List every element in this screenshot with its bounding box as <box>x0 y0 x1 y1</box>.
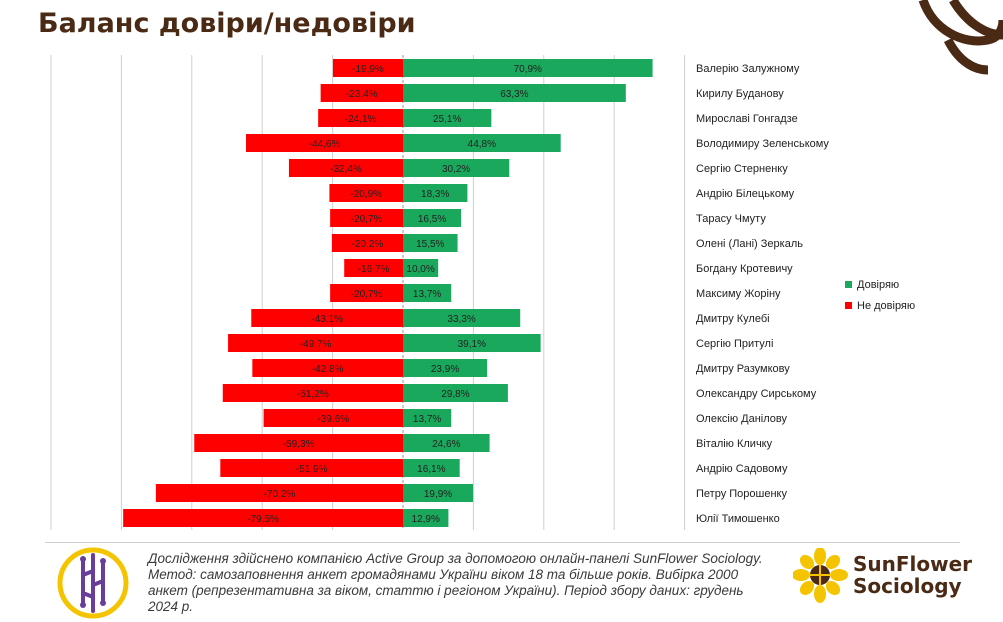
data-label-trust: 13,7% <box>412 414 442 425</box>
legend <box>845 274 915 316</box>
legend-item-distrust <box>845 295 915 316</box>
data-label-trust: 15,5% <box>416 239 445 250</box>
methodology-note: Дослідження здійснено компанією Active Group за допомогою онлайн-панелі SunFlower Sociology. Метод: самозаповнення анкет громадянами України віком 18 та більше років. Вибірка 2000 анкет (репрезентативна за віком, статтю і регіоном України). Період збору даних: грудень 2024 р. <box>148 551 763 614</box>
category-label: Максиму Жоріну <box>696 288 781 300</box>
data-label-trust: 39,1% <box>457 339 486 350</box>
data-label-trust: 25,1% <box>432 114 462 125</box>
legend-swatch-distrust <box>845 302 852 309</box>
data-label-distrust: -23,4% <box>345 89 378 100</box>
category-label: Олені (Лані) Зеркаль <box>696 238 803 250</box>
category-label: Петру Порошенку <box>696 488 787 500</box>
category-label: Андрію Білецькому <box>696 188 795 200</box>
data-label-distrust: -16,7% <box>357 264 390 275</box>
data-label-distrust: -44,6% <box>308 139 341 150</box>
data-label-distrust: -79,5% <box>247 514 279 525</box>
data-label-trust: 12,9% <box>411 514 440 525</box>
brand-name-line1: SunFlower <box>853 552 973 576</box>
data-label-distrust: -39,6% <box>317 414 350 425</box>
data-label-trust: 16,5% <box>417 214 447 225</box>
legend-label-trust: Довіряю <box>857 278 900 291</box>
data-label-distrust: -19,9% <box>352 64 384 75</box>
chart-title: Баланс довіри/недовіри <box>38 8 416 39</box>
data-label-distrust: -20,7% <box>350 289 383 300</box>
data-label-trust: 70,9% <box>513 64 542 75</box>
data-label-trust: 13,7% <box>412 289 442 300</box>
data-label-trust: 19,9% <box>423 489 453 500</box>
category-label: Кирилу Буданову <box>696 88 784 100</box>
data-label-trust: 16,1% <box>417 464 446 475</box>
data-label-distrust: -51,9% <box>295 464 328 475</box>
data-label-trust: 63,3% <box>500 89 529 100</box>
data-label-distrust: -49,7% <box>299 339 332 350</box>
category-label: Мирославі Гонгадзе <box>696 113 798 125</box>
category-label: Дмитру Кулебі <box>696 313 770 325</box>
data-label-trust: 18,3% <box>421 189 450 200</box>
data-label-distrust: -24,1% <box>344 114 377 125</box>
legend-label-distrust: Не довіряю <box>857 299 916 312</box>
data-label-trust: 23,9% <box>430 364 460 375</box>
category-label: Дмитру Разумкову <box>696 363 790 375</box>
category-label: Богдану Кротевичу <box>696 263 793 275</box>
data-label-distrust: -20,7% <box>350 214 383 225</box>
category-label: Віталію Кличку <box>696 438 773 450</box>
category-label: Олексію Данілову <box>696 413 788 425</box>
data-label-trust: 33,3% <box>447 314 476 325</box>
data-label-distrust: -59,3% <box>282 439 315 450</box>
category-label: Андрію Садовому <box>696 463 788 475</box>
category-label: Валерію Залужному <box>696 63 800 75</box>
category-label: Сергію Притулі <box>696 338 774 350</box>
active-group-logo <box>55 545 131 621</box>
data-label-distrust: -70,2% <box>263 489 296 500</box>
data-label-distrust: -20,9% <box>350 189 383 200</box>
category-label: Юлії Тимошенко <box>696 513 780 525</box>
sunflower-sociology-logo-icon <box>793 548 848 603</box>
data-label-trust: 10,0% <box>406 264 435 275</box>
data-label-trust: 24,6% <box>432 439 461 450</box>
legend-swatch-trust <box>845 281 852 288</box>
data-label-distrust: -42,8% <box>311 364 344 375</box>
data-label-distrust: -51,2% <box>297 389 329 400</box>
data-label-distrust: -20,2% <box>351 239 384 250</box>
footer-divider <box>45 542 960 543</box>
data-label-trust: 30,2% <box>441 164 471 175</box>
category-label: Тарасу Чмуту <box>696 213 766 225</box>
category-label: Володимиру Зеленському <box>696 138 829 150</box>
brand-name-line2: Sociology <box>853 574 962 598</box>
brand-name <box>853 553 972 597</box>
data-label-trust: 29,8% <box>441 389 470 400</box>
data-label-trust: 44,8% <box>467 139 497 150</box>
legend-item-trust <box>845 274 915 295</box>
category-label: Сергію Стерненку <box>696 163 788 175</box>
data-label-distrust: -43,1% <box>311 314 343 325</box>
category-label: Олександру Сирському <box>696 388 817 400</box>
data-label-distrust: -32,4% <box>330 164 362 175</box>
